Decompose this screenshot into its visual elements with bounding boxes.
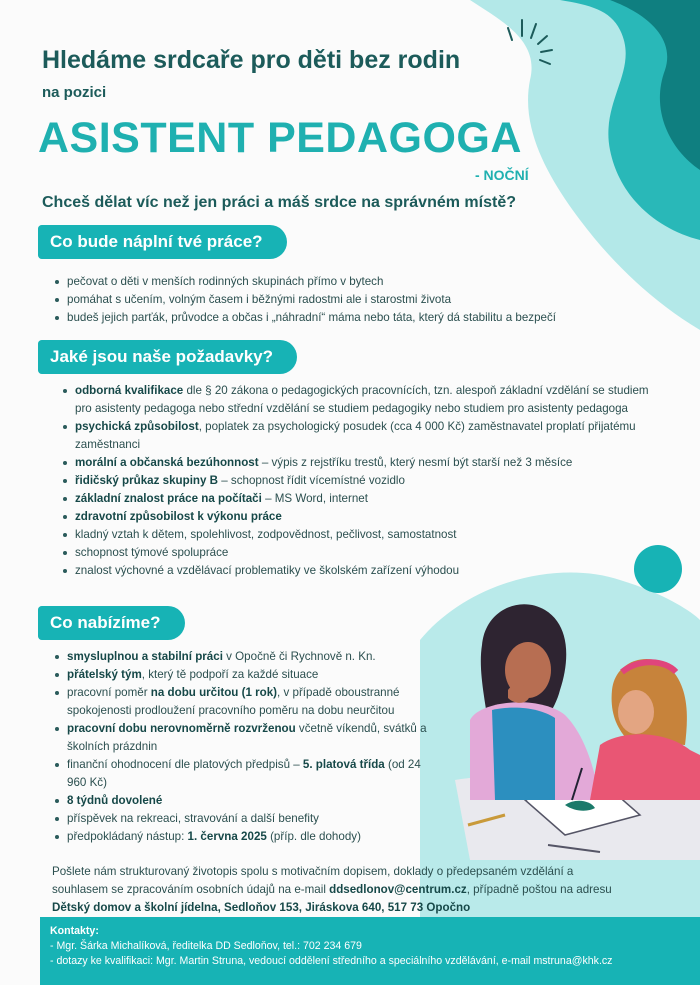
duties-list [52,273,652,327]
item-text: předpokládaný nástup: [67,830,188,843]
headline: Hledáme srdcaře pro děti bez rodin [42,46,461,74]
list-item [60,472,660,490]
section-heading-duties: Co bude náplní tvé práce? [38,225,287,259]
list-item [52,720,432,756]
section-heading-offer: Co nabízíme? [38,606,185,640]
contact-line: - dotazy ke kvalifikaci: Mgr. Martin Struna, vedoucí oddělení středního a speciálního vzdělávání, e-mail mstruna@khk.cz [50,955,613,967]
list-item: budeš jejich parťák, průvodce a občas i „náhradní“ máma nebo táta, který dá stabilitu a bezpečí [52,309,652,327]
contact-email: ddsedlonov@centrum.cz [329,883,467,896]
item-text: finanční ohodnocení dle platových předpisů – [67,758,303,771]
item-bold: smysluplnou a stabilní práci [67,650,223,663]
item-bold: morální a občanská bezúhonnost [75,456,259,469]
requirements-list [60,382,660,580]
list-item [52,648,432,666]
item-bold: pracovní dobu nerovnoměrně rozvrženou [67,722,296,735]
list-item [60,544,660,562]
item-bold: přátelský tým [67,668,142,681]
list-item [52,684,432,720]
list-item [52,810,432,828]
item-text: v Opočně či Rychnově n. Kn. [222,650,376,663]
list-item [60,382,660,418]
item-text: (od 24 960 Kč) [67,758,421,789]
postal-address: Dětský domov a školní jídelna, Sedloňov 153, Jiráskova 640, 517 73 Opočno [52,901,471,914]
item-bold: psychická způsobilost [75,420,199,433]
job-title: ASISTENT PEDAGOGA [38,114,522,162]
item-text: znalost výchovné a vzdělávací problematiky ve školském zařízení výhodou [75,564,460,577]
item-text: – MS Word, internet [261,492,368,505]
list-item [52,828,432,846]
item-text: schopnost týmové spolupráce [75,546,229,559]
item-text: pracovní poměr [67,686,151,699]
item-text: příspěvek na rekreaci, stravování a další benefity [67,812,319,825]
list-item [60,490,660,508]
item-bold: 5. platová třída [302,758,385,771]
offer-list [52,648,432,846]
list-item [60,454,660,472]
item-text: kladný vztah k dětem, spolehlivost, zodpovědnost, pečlivost, samostatnost [75,528,457,541]
footer-contacts [40,917,700,985]
item-bold: na dobu určitou (1 rok) [150,686,278,699]
item-text: – výpis z rejstříku trestů, který nesmí být starší než 3 měsíce [258,456,573,469]
shift-badge: - NOČNÍ [475,167,529,183]
item-text: , který tě podpoří za každé situace [141,668,319,681]
list-item [52,792,432,810]
item-bold: zdravotní způsobilost k výkonu práce [75,510,282,523]
note-line: , případně poštou na adresu [466,883,612,896]
item-bold: 8 týdnů dovolené [67,794,163,807]
lead-question: Chceš dělat víc než jen práci a máš srdce na správném místě? [42,194,516,211]
application-note [52,863,652,917]
list-item [60,562,660,580]
list-item [52,756,432,792]
item-text: , v případě oboustranné spokojenosti prodloužení pracovního poměru na dobu neurčitou [67,686,400,717]
list-item [60,508,660,526]
item-text: dle § 20 zákona o pedagogických pracovnících, tzn. alespoň základní vzdělání se studiem pro asistenty pedagoga nebo střední vzdělání se studiem pedagogiky nebo studiem pro asistenty pedagoga [75,384,649,415]
item-bold: 1. června 2025 [187,830,267,843]
list-item: pečovat o děti v menších rodinných skupinách přímo v bytech [52,273,652,291]
item-bold: řidičský průkaz skupiny B [75,474,219,487]
note-line: Pošlete nám strukturovaný životopis spolu s motivačním dopisem, doklady o předepsaném vzdělání a [52,865,574,878]
list-item: pomáhat s učením, volným časem i běžnými radostmi ale i starostmi života [52,291,652,309]
list-item [52,666,432,684]
item-text: (příp. dle dohody) [266,830,361,843]
contact-line: - Mgr. Šárka Michalíková, ředitelka DD Sedloňov, tel.: 702 234 679 [50,940,362,952]
section-heading-requirements: Jaké jsou naše požadavky? [38,340,297,374]
subhead: na pozici [42,84,107,101]
contacts-label: Kontakty: [50,925,99,937]
item-text: , poplatek za psychologický posudek (cca 4 000 Kč) zaměstnavatel proplatí přijatému zaměstnanci [75,420,636,451]
list-item [60,526,660,544]
item-bold: základní znalost práce na počítači [75,492,262,505]
item-bold: odborná kvalifikace [75,384,184,397]
item-text: včetně víkendů, svátků a školních prázdnin [67,722,427,753]
item-text: – schopnost řídit vícemístné vozidlo [218,474,405,487]
list-item [60,418,660,454]
note-line: souhlasem se zpracováním osobních údajů na e-mail [52,883,330,896]
